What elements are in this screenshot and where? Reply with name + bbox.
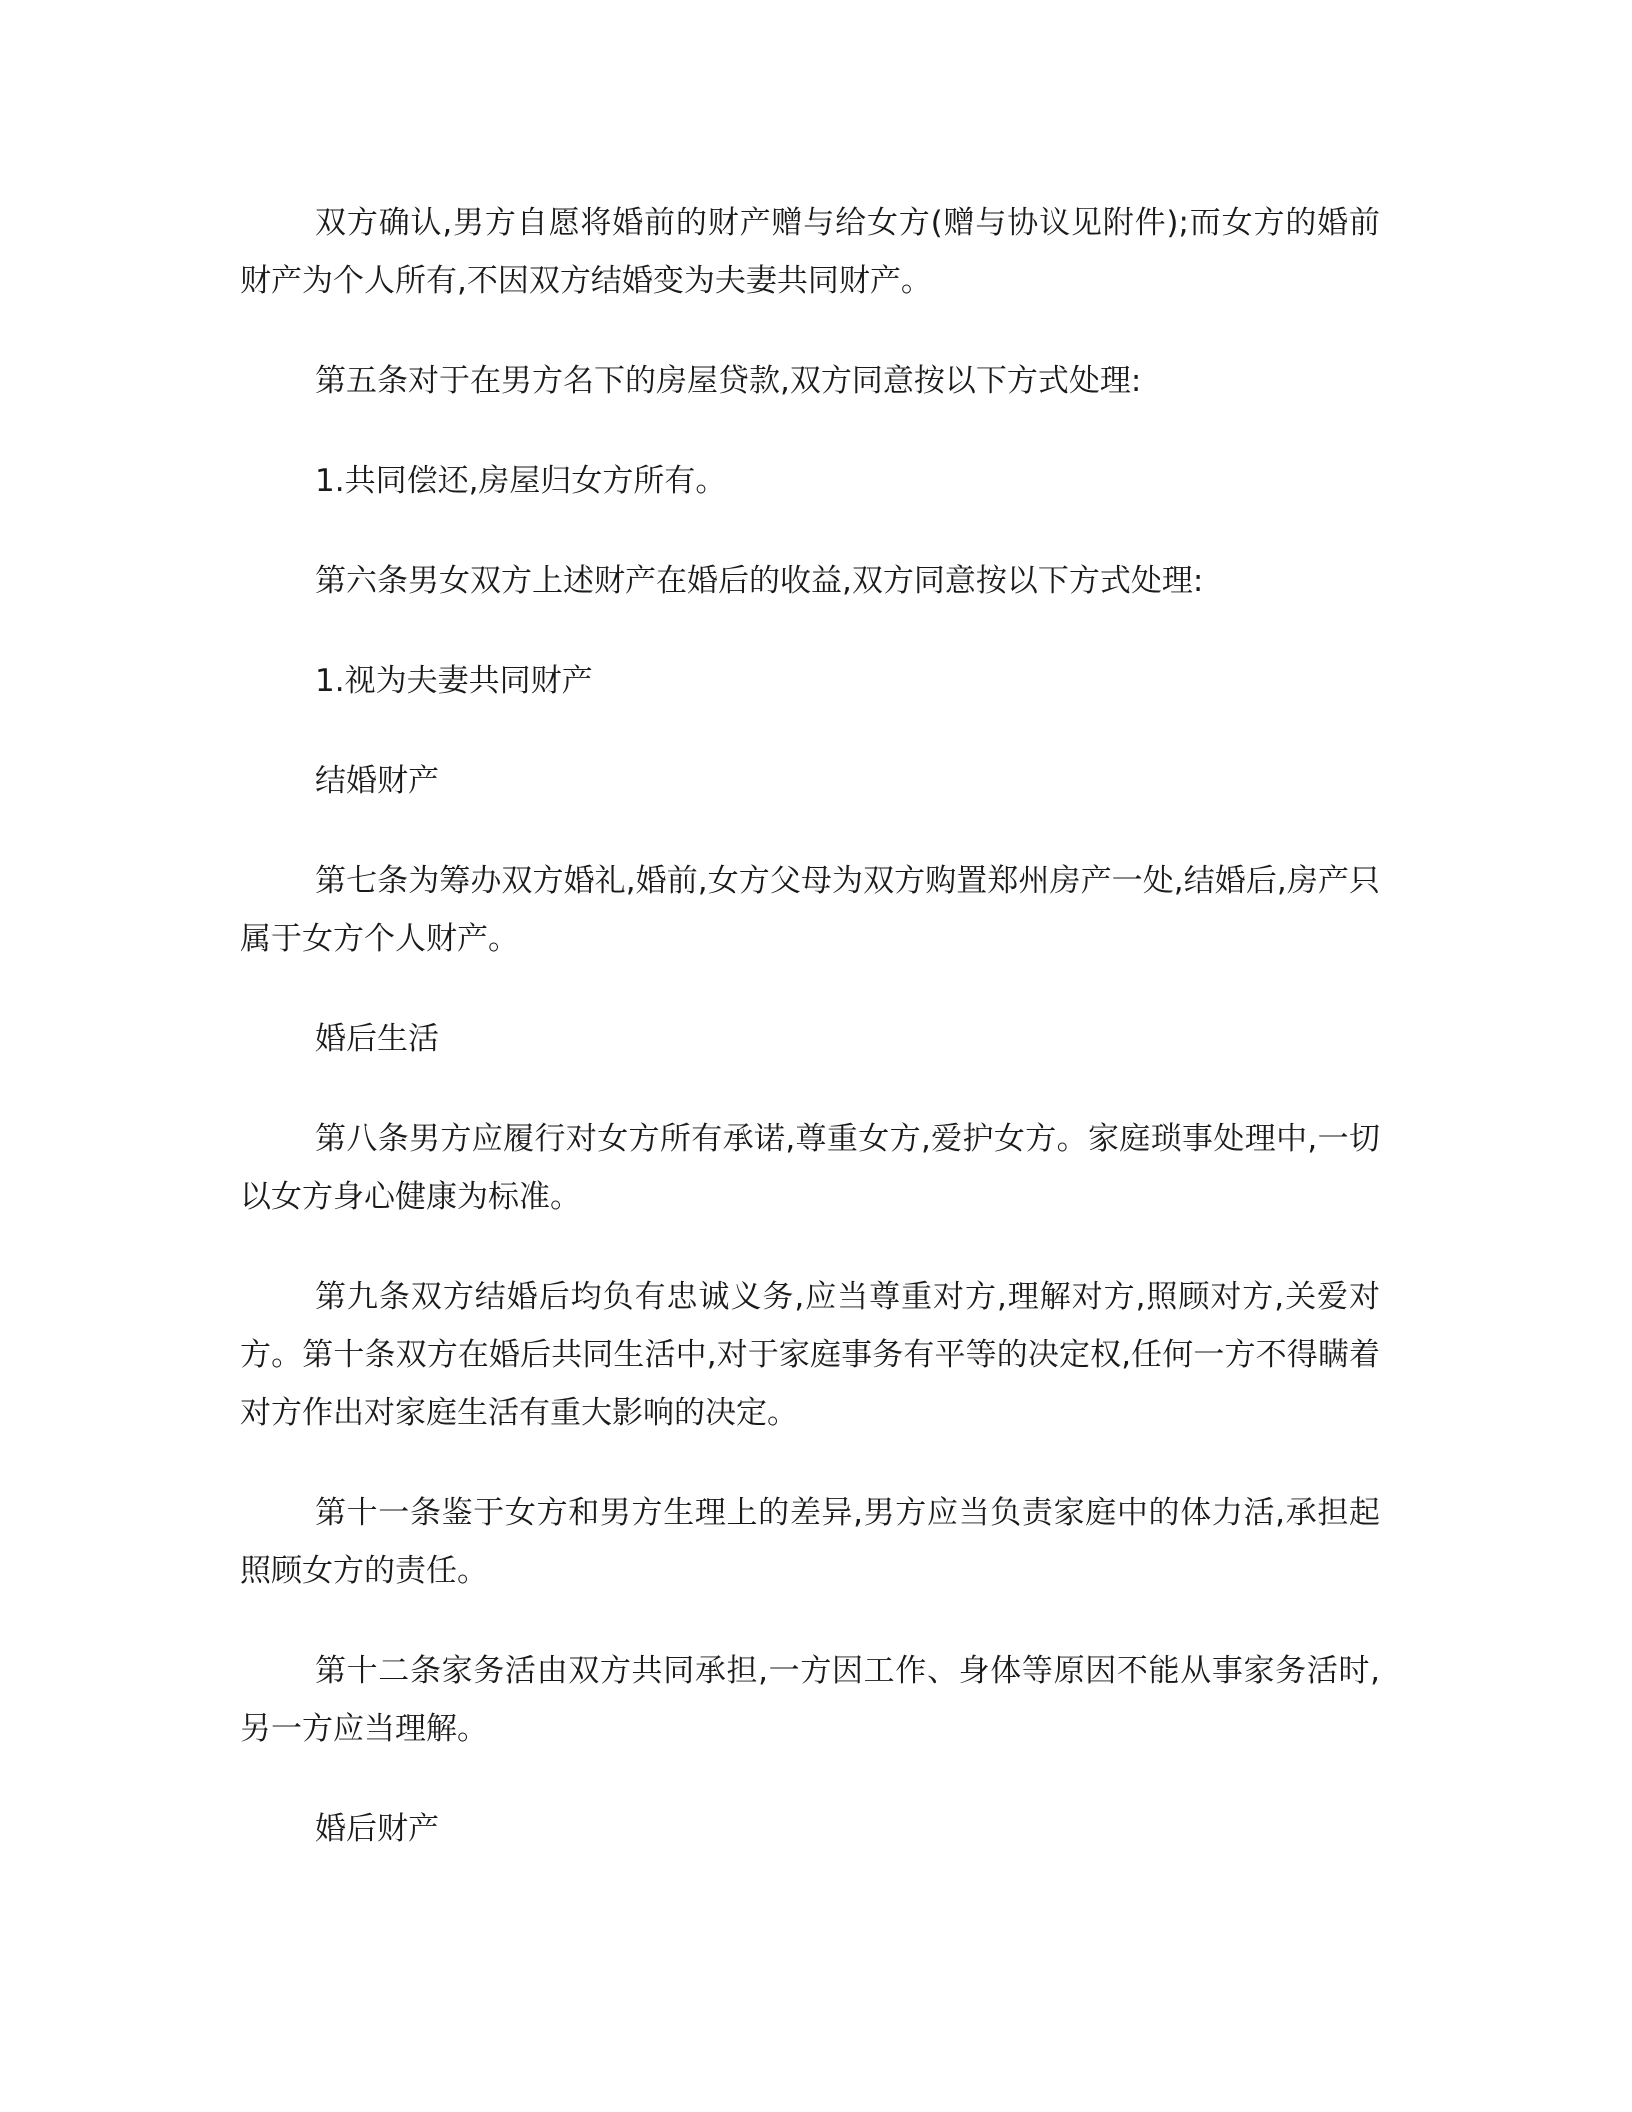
- document-body: [240, 194, 1380, 1900]
- paragraph-article-5: 第五条对于在男方名下的房屋贷款,双方同意按以下方式处理:: [315, 363, 1142, 399]
- paragraph-article-11: 第十一条鉴于女方和男方生理上的差异,男方应当负责家庭中的体力活,承担起照顾女方的责任。: [240, 1495, 1380, 1589]
- section-heading-wedding-property: 结婚财产: [315, 763, 439, 799]
- paragraph-article-7: 第七条为筹办双方婚礼,婚前,女方父母为双方购置郑州房产一处,结婚后,房产只属于女方个人财产。: [240, 863, 1380, 957]
- paragraph-article-6-item-1: 1.视为夫妻共同财产: [315, 663, 593, 699]
- paragraph-article-5-item-1: 1.共同偿还,房屋归女方所有。: [315, 463, 727, 499]
- paragraph-article-6: 第六条男女双方上述财产在婚后的收益,双方同意按以下方式处理:: [315, 563, 1204, 599]
- paragraph-article-8: 第八条男方应履行对女方所有承诺,尊重女方,爱护女方。家庭琐事处理中,一切以女方身心健康为标准。: [240, 1121, 1380, 1215]
- paragraph-article-12: 第十二条家务活由双方共同承担,一方因工作、身体等原因不能从事家务活时,另一方应当理解。: [240, 1653, 1380, 1747]
- paragraph-gift-confirmation: 双方确认,男方自愿将婚前的财产赠与给女方(赠与协议见附件);而女方的婚前财产为个人所有,不因双方结婚变为夫妻共同财产。: [240, 205, 1380, 299]
- paragraph-article-9-10: 第九条双方结婚后均负有忠诚义务,应当尊重对方,理解对方,照顾对方,关爱对方。第十条双方在婚后共同生活中,对于家庭事务有平等的决定权,任何一方不得瞒着对方作出对家庭生活有重大影响的决定。: [240, 1279, 1380, 1431]
- section-heading-married-life: 婚后生活: [315, 1021, 439, 1057]
- section-heading-post-marriage-property: 婚后财产: [315, 1811, 439, 1847]
